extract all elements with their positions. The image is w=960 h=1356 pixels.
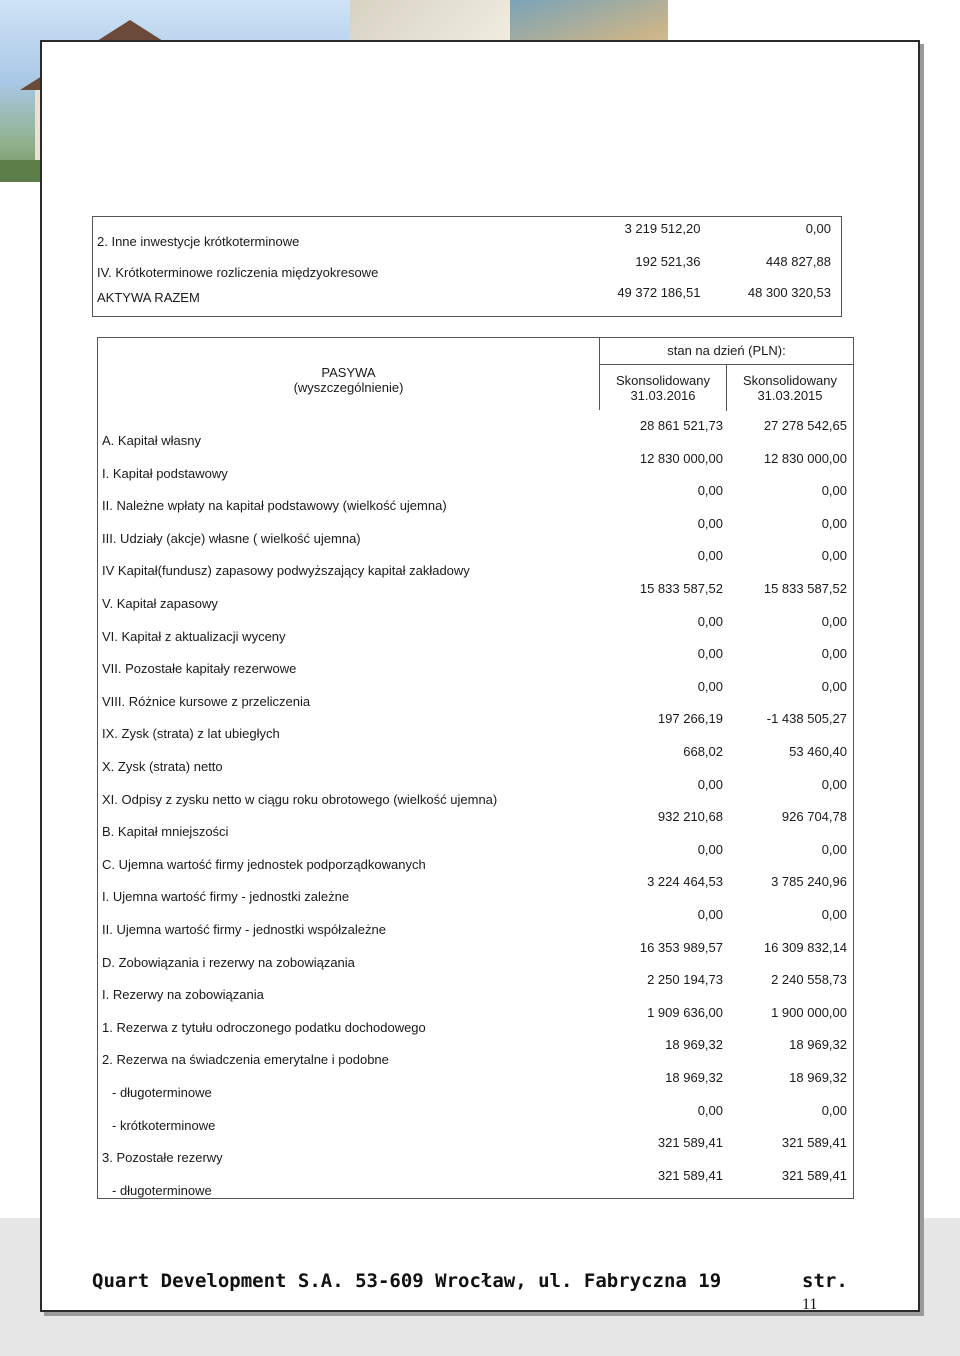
liabilities-table <box>97 337 854 1199</box>
row-label: VIII. Różnice kursowe z przeliczenia <box>102 693 311 709</box>
value-2015: 27 278 542,65 <box>763 418 847 433</box>
value-2015: 18 969,32 <box>789 1037 847 1053</box>
row-label: D. Zobowiązania i rezerwy na zobowiązania <box>102 954 355 970</box>
row-label: I. Kapitał podstawowy <box>102 465 228 481</box>
row-label: V. Kapitał zapasowy <box>102 596 218 611</box>
value-2016: 28 861 521,73 <box>639 418 723 433</box>
table-row <box>93 217 842 255</box>
period-header <box>599 338 853 410</box>
page-indicator <box>802 1270 862 1314</box>
value-2016: 321 589,41 <box>657 1135 723 1151</box>
value-2016: 2 250 194,73 <box>647 972 723 988</box>
value-2016: 668,02 <box>683 744 723 759</box>
value-2016: 932 210,68 <box>657 809 723 825</box>
value-2015: 0,00 <box>821 907 847 922</box>
value-2016: 3 219 512,20 <box>624 221 701 236</box>
row-label: I. Ujemna wartość firmy - jednostki zależne <box>102 889 350 905</box>
row-label: 1. Rezerwa z tytułu odroczonego podatku dochodowego <box>102 1019 426 1035</box>
value-2016: 0,00 <box>697 483 723 499</box>
column-2015-header <box>726 365 853 411</box>
value-2015: 0,00 <box>821 515 847 531</box>
row-label: AKTYWA RAZEM <box>97 290 200 305</box>
value-2016: 3 224 464,53 <box>647 874 723 890</box>
value-2016: 16 353 989,57 <box>639 939 723 955</box>
value-2016: 0,00 <box>697 613 723 629</box>
page-number: 11 <box>802 1296 818 1313</box>
value-2016: 12 830 000,00 <box>639 450 723 466</box>
value-2015: 1 900 000,00 <box>771 1004 847 1020</box>
value-2015: 0,00 <box>821 646 847 662</box>
value-2015: 0,00 <box>821 613 847 629</box>
row-label: I. Rezerwy na zobowiązania <box>102 987 264 1003</box>
column-2016-date: 31.03.2016 <box>630 388 696 403</box>
column-2015-date: 31.03.2015 <box>757 388 823 403</box>
row-label: IV Kapitał(fundusz) zapasowy podwyższający kapitał zakładowy <box>102 563 470 579</box>
value-2015: 0,00 <box>821 678 847 694</box>
value-2015: 321 589,41 <box>781 1135 847 1151</box>
page-label: str. <box>802 1270 848 1292</box>
value-2016: 0,00 <box>697 515 723 531</box>
row-label: III. Udziały (akcje) własne ( wielkość ujemna) <box>102 530 361 546</box>
row-label: - długoterminowe <box>112 1085 212 1100</box>
row-label: - krótkoterminowe <box>112 1117 216 1133</box>
value-2016: 18 969,32 <box>665 1070 723 1085</box>
row-label: 2. Inne inwestycje krótkoterminowe <box>97 234 300 249</box>
row-label: VI. Kapitał z aktualizacji wyceny <box>102 628 286 644</box>
value-2016: 192 521,36 <box>635 254 701 269</box>
value-2015: 926 704,78 <box>781 809 847 825</box>
row-label: XI. Odpisy z zysku netto w ciągu roku obrotowego (wielkość ujemna) <box>102 791 498 807</box>
liabilities-header <box>98 338 599 410</box>
row-label: - długoterminowe <box>112 1182 212 1198</box>
liabilities-subtitle: (wyszczególnienie) <box>293 380 404 395</box>
value-2015: 448 827,88 <box>765 254 831 269</box>
liabilities-title: PASYWA <box>321 365 376 380</box>
value-2015: 18 969,32 <box>789 1070 847 1085</box>
row-label: VII. Pozostałe kapitały rezerwowe <box>102 661 297 677</box>
value-2015: 321 589,41 <box>781 1167 847 1183</box>
footer-address: Quart Development S.A. 53-609 Wrocław, ul. Fabryczna 19 <box>92 1270 722 1292</box>
value-2015: 0,00 <box>821 841 847 857</box>
row-label: II. Należne wpłaty na kapitał podstawowy (wielkość ujemna) <box>102 498 447 514</box>
value-2015: 0,00 <box>821 548 847 564</box>
page-footer <box>92 1270 862 1313</box>
assets-summary-table <box>92 216 842 317</box>
value-2016: 0,00 <box>697 907 723 922</box>
value-2015: 16 309 832,14 <box>763 939 847 955</box>
value-2016: 0,00 <box>697 1102 723 1118</box>
column-2015-title: Skonsolidowany <box>743 373 837 388</box>
value-2016: 49 372 186,51 <box>617 285 701 300</box>
value-2015: 0,00 <box>821 1102 847 1118</box>
value-2016: 0,00 <box>697 776 723 792</box>
row-label: 3. Pozostałe rezerwy <box>102 1150 223 1166</box>
column-2016-header <box>600 365 726 411</box>
value-2015: 12 830 000,00 <box>763 450 847 466</box>
row-label: B. Kapitał mniejszości <box>102 824 229 840</box>
value-2016: 15 833 587,52 <box>639 581 723 596</box>
table-row <box>93 285 842 317</box>
value-2015: 0,00 <box>821 483 847 499</box>
value-2015: -1 438 505,27 <box>766 711 847 727</box>
row-label: IV. Krótkoterminowe rozliczenia międzyokresowe <box>97 265 379 280</box>
table-row <box>93 254 842 285</box>
row-label: A. Kapitał własny <box>102 433 201 448</box>
row-label: II. Ujemna wartość firmy - jednostki współzależne <box>102 922 386 937</box>
value-2016: 321 589,41 <box>657 1167 723 1183</box>
as-of-label: stan na dzień (PLN): <box>600 338 853 365</box>
value-2016: 197 266,19 <box>657 711 723 727</box>
value-2015: 3 785 240,96 <box>771 874 847 890</box>
value-2016: 1 909 636,00 <box>647 1004 723 1020</box>
value-2015: 0,00 <box>821 776 847 792</box>
value-2015: 2 240 558,73 <box>771 972 847 988</box>
value-2016: 0,00 <box>697 678 723 694</box>
value-2016: 0,00 <box>697 646 723 662</box>
value-2016: 0,00 <box>697 841 723 857</box>
row-label: IX. Zysk (strata) z lat ubiegłych <box>102 726 280 742</box>
value-2015: 53 460,40 <box>789 744 847 759</box>
row-label: 2. Rezerwa na świadczenia emerytalne i podobne <box>102 1052 389 1068</box>
column-2016-title: Skonsolidowany <box>616 373 710 388</box>
value-2015: 15 833 587,52 <box>763 581 847 596</box>
row-label: X. Zysk (strata) netto <box>102 759 223 774</box>
value-2016: 0,00 <box>697 548 723 564</box>
row-label: C. Ujemna wartość firmy jednostek podporządkowanych <box>102 856 426 872</box>
value-2015: 48 300 320,53 <box>747 285 831 300</box>
value-2015: 0,00 <box>805 221 831 236</box>
value-2016: 18 969,32 <box>665 1037 723 1053</box>
